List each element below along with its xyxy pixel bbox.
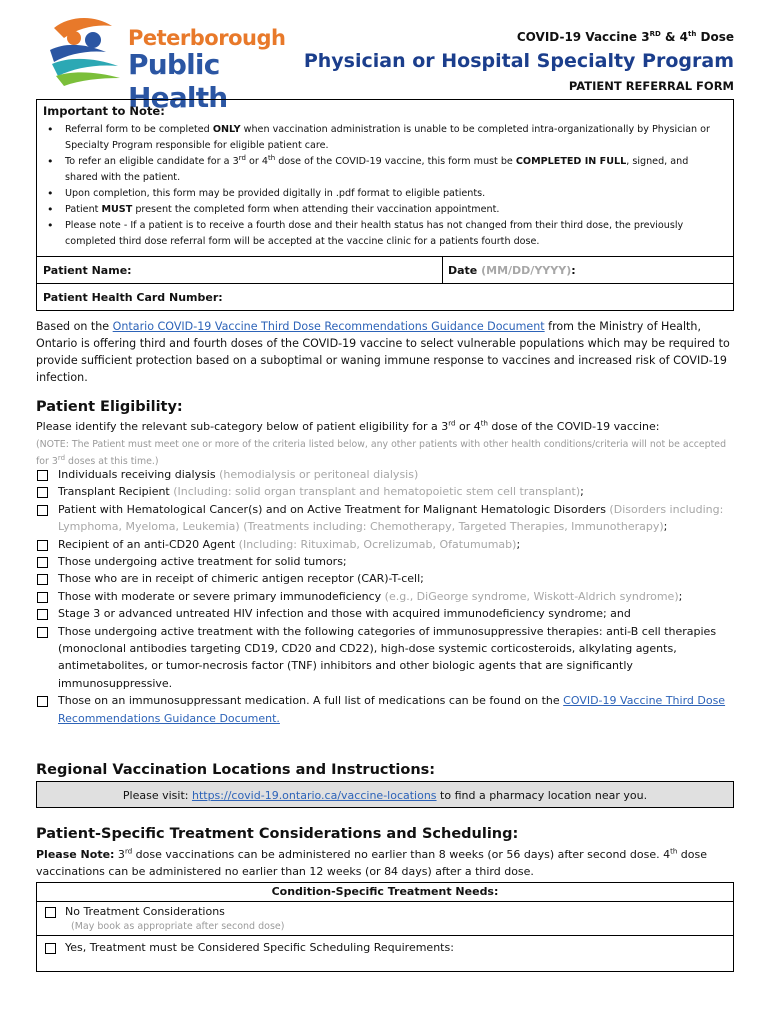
logo-text-line2: Public Health [128,48,228,114]
logo-text-line1: Peterborough [128,26,286,50]
checkbox[interactable] [37,696,48,707]
checkbox[interactable] [37,557,48,568]
eligibility-option[interactable]: Those who are in receipt of chimeric antigen receptor (CAR)-T-cell; [36,570,736,587]
treatment-required-option[interactable]: Yes, Treatment must be Considered Specific Scheduling Requirements: [43,941,454,954]
eligibility-checklist [36,466,736,727]
note-bullet: • Patient MUST present the completed form when attending their vaccination appointment. [43,202,723,218]
logo-mark [46,16,126,86]
eligibility-option[interactable]: Those on an immunosuppressant medication. A full list of medications can be found on the COVID-19 Vaccine Third Dose Recommendations Guidance Document. [36,692,736,727]
eligibility-heading: Patient Eligibility: [36,399,183,415]
important-note-list [43,122,723,250]
condition-specific-title: Condition-Specific Treatment Needs: [271,885,499,898]
patient-name-field[interactable] [37,257,443,283]
eligibility-option[interactable]: Individuals receiving dialysis (hemodialysis or peritoneal dialysis) [36,466,736,483]
regional-instructions-box [36,781,734,808]
eligibility-option[interactable]: Stage 3 or advanced untreated HIV infection and those with acquired immunodeficiency syndrome; and [36,605,736,622]
date-field[interactable]: Date (MM/DD/YYYY): [448,264,576,277]
checkbox[interactable] [45,907,56,918]
no-treatment-subtext: (May book as appropriate after second dose) [71,921,285,932]
checkbox[interactable] [37,487,48,498]
checkbox[interactable] [45,943,56,954]
checkbox[interactable] [37,627,48,638]
scheduling-heading: Patient-Specific Treatment Considerations and Scheduling: [36,826,519,842]
checkbox[interactable] [37,592,48,603]
form-name: PATIENT REFERRAL FORM [568,79,734,93]
eligibility-option[interactable]: Transplant Recipient (Including: solid organ transplant and hematopoietic stem cell transplant); [36,483,736,500]
patient-name-date-row [36,256,734,284]
eligibility-option[interactable]: Those with moderate or severe primary immunodeficiency (e.g., DiGeorge syndrome, Wiskott-Aldrich syndrome); [36,588,736,605]
note-bullet: • Referral form to be completed ONLY when vaccination administration is unable to be completed intra-organizationally by Physician or Specialty Program responsible for eligible patient care. [43,122,723,154]
vaccine-dose-title: COVID-19 Vaccine 3RD & 4th Dose [516,30,734,44]
regional-heading: Regional Vaccination Locations and Instructions: [36,762,436,778]
intro-paragraph: Based on the Ontario COVID-19 Vaccine Third Dose Recommendations Guidance Document from the Ministry of Health, Ontario is offering third and fourth doses of the COVID-19 vaccine to select vulnerable populations which may be required to provide sufficient protection based on a suboptimal or waning immune response to vaccines and increased risk of COVID-19 infection. [36,320,730,384]
important-note-box [36,99,734,257]
eligibility-note: (NOTE: The Patient must meet one or more of the criteria listed below, any other patients with other health conditions/criteria will not be accepted for 3rd doses at this time.) [36,439,727,467]
important-note-title: Important to Note: [43,104,165,118]
checkbox[interactable] [37,574,48,585]
eligibility-option[interactable]: Those undergoing active treatment with the following categories of immunosuppressive therapies: anti-B cell therapies (monoclonal antibodies targeting CD19, CD20 and CD22), high-dose systemic corticosteroids, alkylating agents, antimetabolites, or tumor-necrosis factor (TNF) inhibitors and other biologic agents that are significantly immunosuppressive. [36,623,736,693]
guidance-document-link-2[interactable]: COVID-19 Vaccine Third Dose Recommendations Guidance Document. [58,694,726,725]
checkbox[interactable] [37,470,48,481]
program-title: Physician or Hospital Specialty Program [303,50,734,72]
eligibility-option[interactable]: Patient with Hematological Cancer(s) and on Active Treatment for Malignant Hematologic Disorders (Disorders including: Lymphoma, Myeloma, Leukemia) (Treatments including: Chemotherapy, Targeted Therapies, Immunotherapy); [36,501,736,536]
eligibility-intro: Please identify the relevant sub-category below of patient eligibility for a 3rd or 4th dose of the COVID-19 vaccine: [36,419,660,433]
scheduling-note: Please Note: 3rd dose vaccinations can be administered no earlier than 8 weeks (or 56 days) after second dose. 4th dose vaccinations can be administered no earlier than 12 weeks (or 84 days) after a third dose. [36,847,708,878]
checkbox[interactable] [37,505,48,516]
checkbox[interactable] [37,609,48,620]
vaccine-locations-link[interactable]: https://covid-19.ontario.ca/vaccine-locations [191,789,437,802]
checkbox[interactable] [37,540,48,551]
note-bullet: • Please note - If a patient is to receive a fourth dose and their health status has not changed from their third dose, the previously completed third dose referral form will be accepted at the vaccine clinic for a patients fourth dose. [43,218,723,250]
no-treatment-option[interactable]: No Treatment Considerations [43,905,225,918]
note-bullet: • To refer an eligible candidate for a 3rd or 4th dose of the COVID-19 vaccine, this form must be COMPLETED IN FULL, signed, and shared with the patient. [43,154,723,186]
eligibility-option[interactable]: Recipient of an anti-CD20 Agent (Including: Rituximab, Ocrelizumab, Ofatumumab); [36,536,736,553]
regional-instructions-text: Please visit: https://covid-19.ontario.ca/vaccine-locations to find a pharmacy location near you. [122,789,648,802]
condition-specific-table [36,882,734,972]
guidance-document-link[interactable]: Ontario COVID-19 Vaccine Third Dose Recommendations Guidance Document [112,320,545,333]
eligibility-option[interactable]: Those undergoing active treatment for solid tumors; [36,553,736,570]
health-card-field[interactable] [36,283,734,311]
patient-name-label: Patient Name: [43,264,132,277]
note-bullet: • Upon completion, this form may be provided digitally in .pdf format to eligible patients. [43,186,723,202]
health-card-label: Patient Health Card Number: [43,291,223,304]
